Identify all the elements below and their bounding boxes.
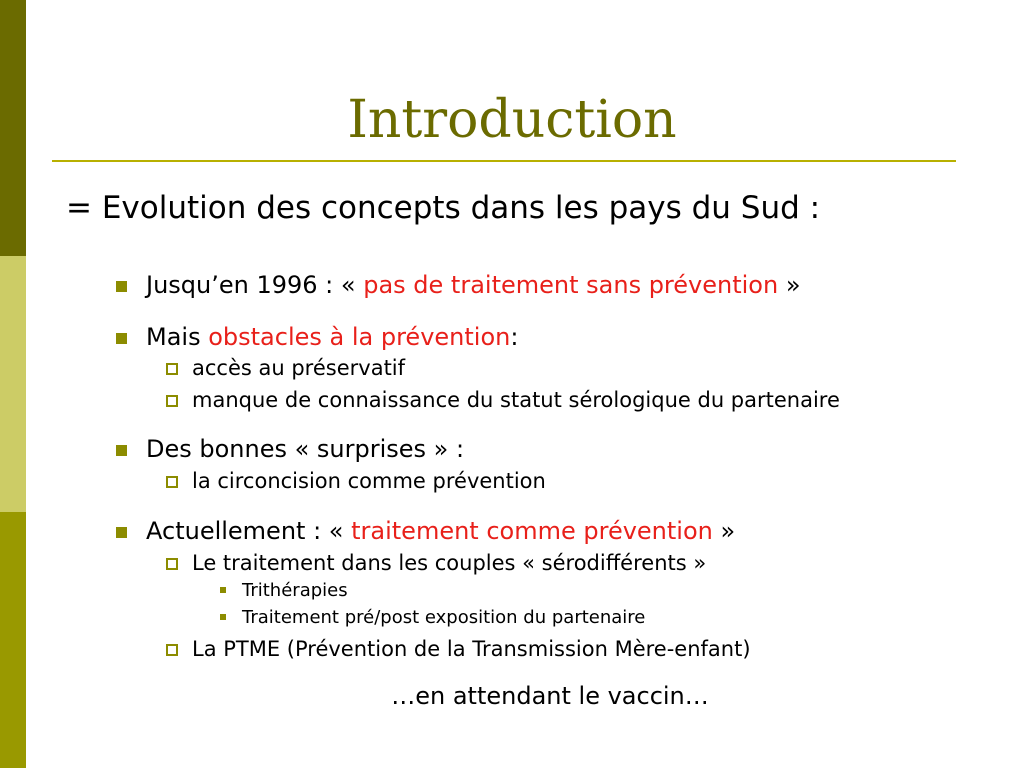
item-text: Jusqu’en 1996 : « bbox=[146, 271, 364, 299]
slide-title: Introduction bbox=[347, 90, 677, 150]
item-text: » bbox=[712, 517, 736, 545]
list-item bbox=[146, 516, 735, 546]
sub-list-item: manque de connaissance du statut sérologique du partenaire bbox=[192, 388, 840, 412]
item-text: : bbox=[510, 323, 519, 351]
bullet-square-icon bbox=[116, 281, 127, 292]
item-highlight: obstacles à la prévention bbox=[208, 323, 511, 351]
item-highlight: traitement comme prévention bbox=[351, 517, 713, 545]
lead-statement: = Evolution des concepts dans les pays du Sud : bbox=[66, 190, 821, 226]
sub-list-item: la circoncision comme prévention bbox=[192, 469, 546, 493]
sub-list-item: Le traitement dans les couples « sérodifférents » bbox=[192, 551, 707, 575]
bullet-small-square-icon bbox=[220, 614, 226, 620]
list-item bbox=[146, 270, 801, 300]
sub-list-item: accès au préservatif bbox=[192, 356, 406, 380]
side-band-bottom bbox=[0, 512, 26, 768]
bullet-small-square-icon bbox=[220, 587, 226, 593]
item-text: Mais bbox=[146, 323, 209, 351]
bullet-hollow-square-icon bbox=[166, 558, 178, 570]
sub-sub-list-item: Traitement pré/post exposition du partenaire bbox=[242, 607, 646, 628]
side-band-middle bbox=[0, 256, 26, 512]
item-text: Actuellement : « bbox=[146, 517, 352, 545]
item-text: » bbox=[778, 271, 801, 299]
bullet-hollow-square-icon bbox=[166, 363, 178, 375]
list-item bbox=[146, 322, 518, 352]
title-divider bbox=[52, 160, 956, 162]
sub-sub-list-item: Trithérapies bbox=[242, 580, 348, 601]
bullet-square-icon bbox=[116, 445, 127, 456]
item-highlight: pas de traitement sans prévention bbox=[363, 271, 779, 299]
bullet-square-icon bbox=[116, 333, 127, 344]
list-item: Des bonnes « surprises » : bbox=[146, 435, 465, 463]
bullet-hollow-square-icon bbox=[166, 644, 178, 656]
bullet-hollow-square-icon bbox=[166, 395, 178, 407]
closing-remark: …en attendant le vaccin… bbox=[391, 682, 709, 710]
bullet-hollow-square-icon bbox=[166, 476, 178, 488]
bullet-square-icon bbox=[116, 527, 127, 538]
sub-list-item: La PTME (Prévention de la Transmission Mère-enfant) bbox=[192, 637, 751, 661]
